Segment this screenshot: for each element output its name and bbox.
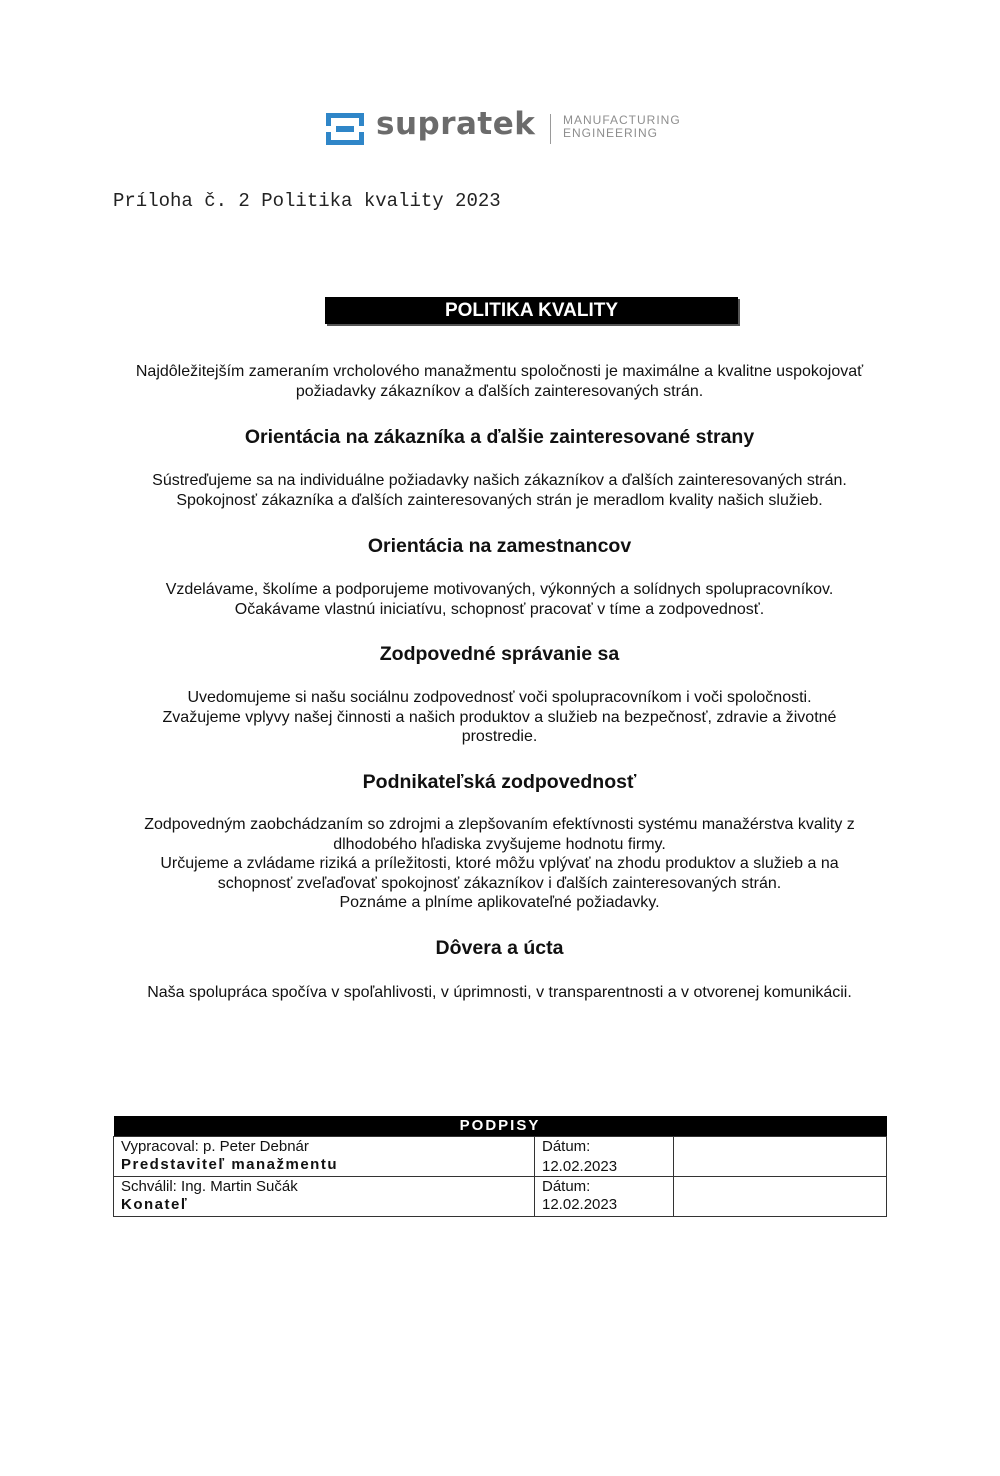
section-line: Uvedomujeme si našu sociálnu zodpovednosť voči spolupracovníkom i voči spoločnosti. [187, 689, 812, 706]
date-value: 12.02.2023 [542, 1158, 618, 1175]
annex-label: Príloha č. 2 Politika kvality 2023 [113, 190, 501, 212]
section-line: Poznáme a plníme aplikovateľné požiadavky. [339, 894, 660, 911]
section-line: Očakávame vlastnú iniciatívu, schopnosť pracovať v tíme a zodpovednosť. [234, 600, 765, 618]
section-text-employees [113, 580, 886, 619]
signatory-cell [114, 1137, 535, 1177]
intro-line: Najdôležitejším zameraním vrcholového manažmentu spoločnosti je maximálne a kvalitne uspokojovať [135, 363, 864, 380]
date-value: 12.02.2023 [542, 1196, 618, 1213]
section-heading-responsible-behaviour: Zodpovedné správanie sa [379, 643, 620, 665]
company-logo [326, 106, 686, 150]
signatures-header: PODPISY [114, 1116, 887, 1137]
intro-line: požiadavky zákazníkov a ďalších zainteresovaných strán. [295, 382, 704, 400]
section-text-responsible-behaviour [113, 688, 886, 747]
date-label: Dátum: [542, 1178, 591, 1195]
section-line: Určujeme a zvládame riziká a príležitosti, ktoré môžu vplývať na zhodu produktov a služieb a na [160, 855, 839, 872]
section-line: Zvažujeme vplyvy našej činnosti a našich produktov a služieb na bezpečnosť, zdravie a životné [162, 708, 837, 726]
section-heading-employees: Orientácia na zamestnancov [367, 535, 632, 557]
section-line: schopnosť zveľaďovať spokojnosť zákazníkov i ďalších zainteresovaných strán. [217, 874, 782, 892]
section-heading-customer: Orientácia na zákazníka a ďalšie zainteresované strany [244, 426, 755, 448]
section-text-business-responsibility [113, 815, 886, 913]
signatory-name: Schválil: Ing. Martin Sučák [121, 1178, 298, 1195]
section-line: Spokojnosť zákazníka a ďalších zainteresovaných strán je meradlom kvality našich služieb. [176, 491, 823, 509]
signature-cell [674, 1137, 887, 1177]
section-text-trust-respect [113, 983, 886, 1003]
section-line: prostredie. [461, 728, 538, 745]
signatory-role: Konateľ [121, 1196, 189, 1213]
section-line: Sústreďujeme sa na individuálne požiadavky našich zákazníkov a ďalších zainteresovaných strán. [152, 472, 847, 489]
signature-cell [674, 1177, 887, 1217]
section-line: Naša spolupráca spočíva v spoľahlivosti, v úprimnosti, v transparentnosti a v otvorenej komunikácii. [147, 984, 852, 1001]
section-line: Vzdelávame, školíme a podporujeme motivovaných, výkonných a solídnych spolupracovníkov. [165, 581, 834, 598]
document-title: POLITIKA KVALITY [444, 300, 619, 321]
logo-tagline-line2: ENGINEERING [563, 126, 659, 140]
date-label: Dátum: [542, 1138, 591, 1155]
signature-row [114, 1137, 887, 1177]
date-cell [535, 1177, 674, 1217]
logo-brand-text: supratek [376, 106, 536, 142]
signatures-table [113, 1116, 886, 1217]
logo-tagline-line1: MANUFACTURING [563, 113, 681, 127]
section-line: dlhodobého hľadiska zvyšujeme hodnotu firmy. [333, 835, 666, 853]
logo-divider [550, 114, 551, 144]
logo-tagline [563, 114, 681, 140]
document-title-bar [325, 297, 738, 324]
signatory-cell [114, 1177, 535, 1217]
section-heading-trust-respect: Dôvera a úcta [435, 937, 564, 959]
date-cell [535, 1137, 674, 1177]
supratek-logo-mark-icon [326, 113, 364, 145]
section-line: Zodpovedným zaobchádzaním so zdrojmi a zlepšovaním efektívnosti systému manažérstva kvality z [144, 816, 855, 833]
signatory-role: Predstaviteľ manažmentu [121, 1156, 339, 1173]
section-text-customer [113, 471, 886, 510]
section-heading-business-responsibility: Podnikateľská zodpovednosť [362, 771, 637, 793]
intro-paragraph [113, 362, 886, 401]
signatory-name: Vypracoval: p. Peter Debnár [121, 1138, 309, 1155]
signature-row [114, 1177, 887, 1217]
